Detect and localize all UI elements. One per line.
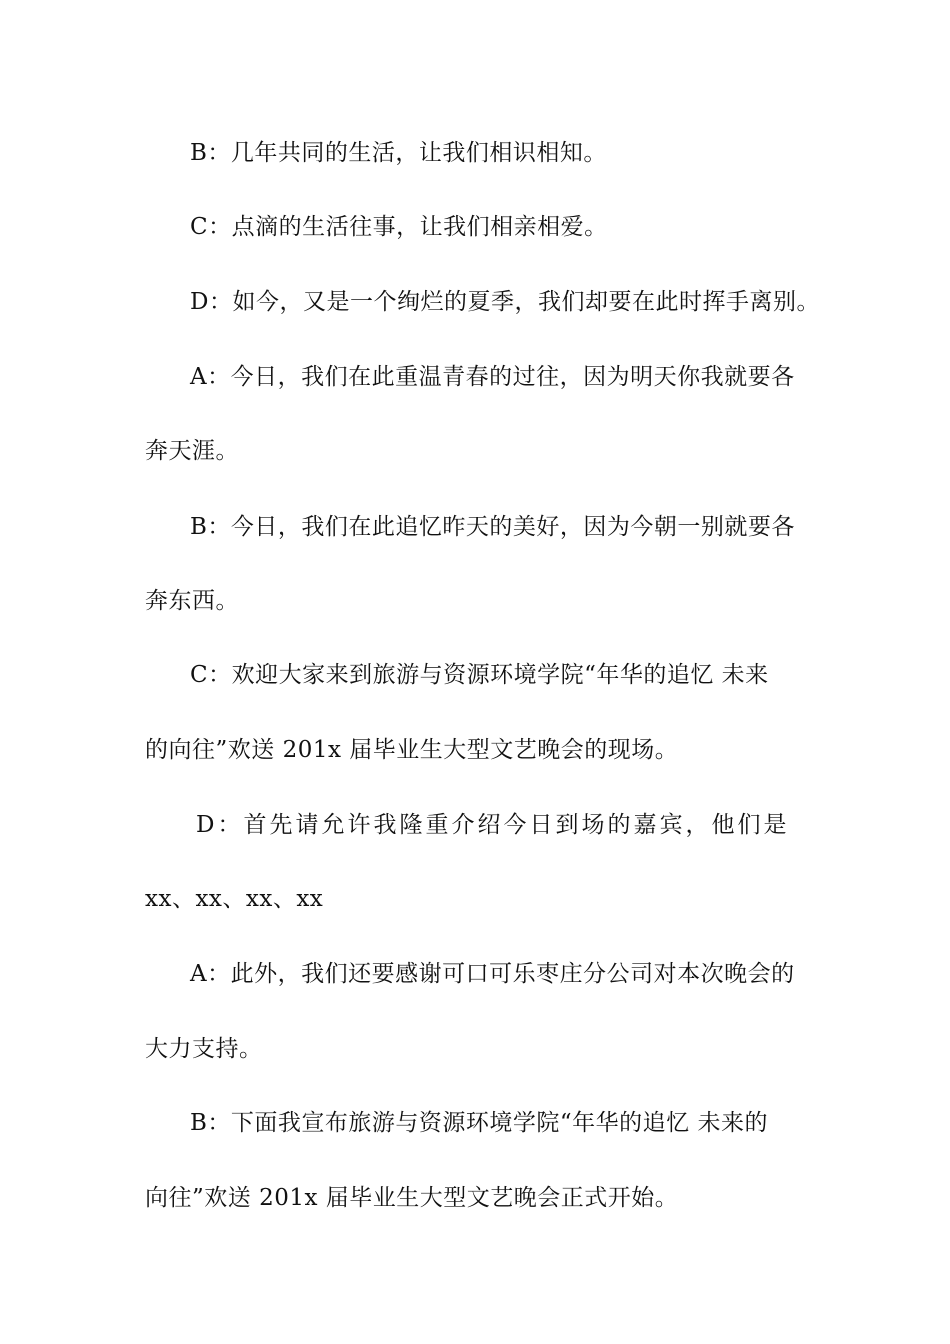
paragraph-line: D：首先请允许我隆重介绍今日到场的嘉宾，他们是	[196, 812, 790, 838]
paragraph-line: B：下面我宣布旅游与资源环境学院“年华的追忆 未来的	[190, 1110, 768, 1136]
paragraph-line: B：几年共同的生活，让我们相识相知。	[190, 140, 607, 166]
paragraph-line: 奔天涯。	[145, 438, 239, 464]
paragraph-line: A：今日，我们在此重温青春的过往，因为明天你我就要各	[190, 364, 795, 390]
paragraph-line: xx、xx、xx、xx	[145, 886, 324, 912]
paragraph-line: A：此外，我们还要感谢可口可乐枣庄分公司对本次晚会的	[190, 961, 795, 987]
paragraph-line: D：如今，又是一个绚烂的夏季，我们却要在此时挥手离别。	[190, 289, 820, 315]
paragraph-line: 奔东西。	[145, 588, 239, 614]
paragraph-line: 的向往”欢送 201x 届毕业生大型文艺晚会的现场。	[145, 737, 679, 763]
paragraph-line: C：点滴的生活往事，让我们相亲相爱。	[190, 214, 608, 240]
paragraph-line: 大力支持。	[145, 1036, 263, 1062]
paragraph-line: C：欢迎大家来到旅游与资源环境学院“年华的追忆 未来	[190, 662, 769, 688]
paragraph-line: 向往”欢送 201x 届毕业生大型文艺晚会正式开始。	[145, 1185, 679, 1211]
paragraph-line: B：今日，我们在此追忆昨天的美好，因为今朝一别就要各	[190, 514, 795, 540]
